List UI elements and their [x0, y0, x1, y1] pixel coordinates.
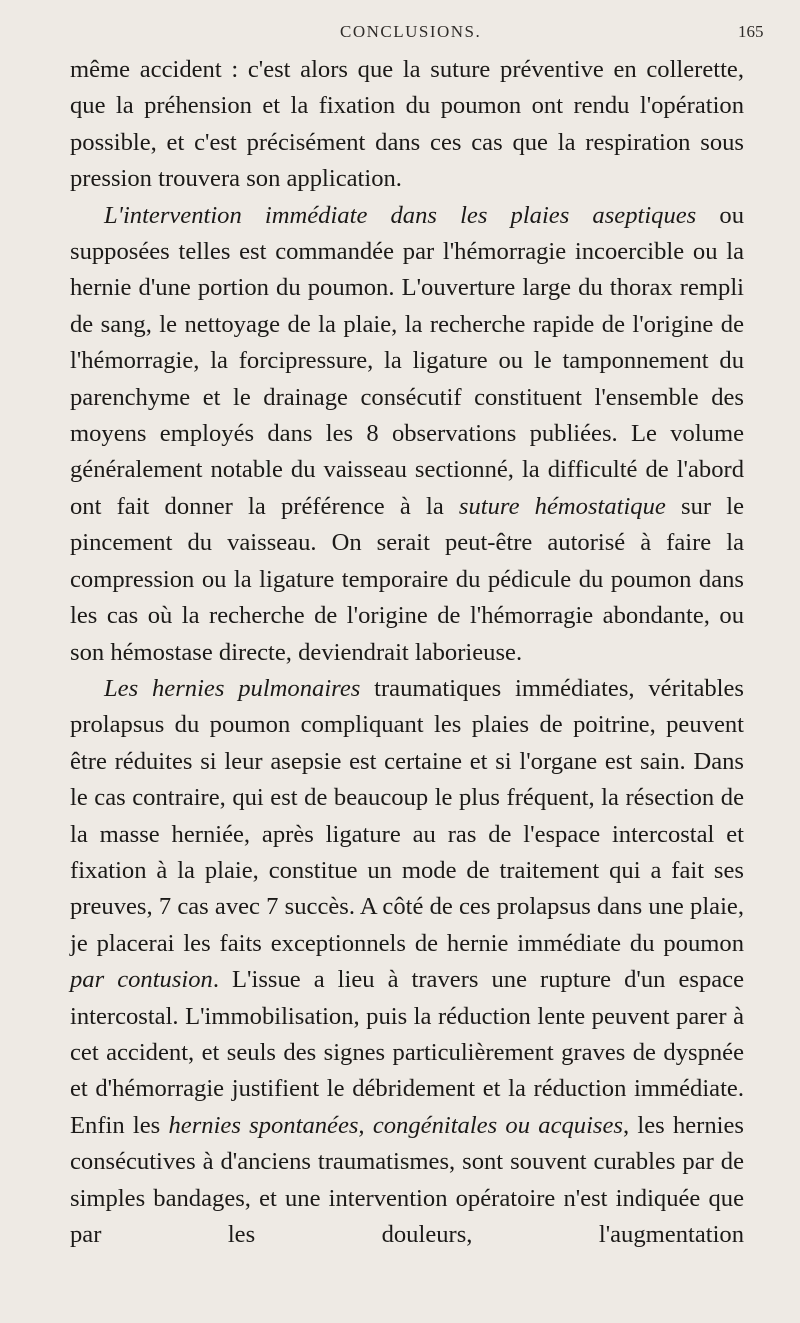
body-text	[70, 52, 744, 1253]
paragraph-3-italic-term-2: hernies spontanées, congénitales ou acquises	[168, 1111, 623, 1139]
paragraph-3	[70, 671, 744, 1254]
page-header	[0, 18, 800, 48]
paragraph-2	[70, 198, 744, 671]
paragraph-2-text-b: sur le pincement du vaisseau. On serait peut-être autorisé à faire la compression ou la ligature temporaire du pédicule du poumon dans les cas où la recherche de l'origine de l'hémorragie abondante, ou son hémostase directe, deviendrait laborieuse.	[70, 492, 744, 666]
paragraph-2-text-a: ou supposées telles est commandée par l'hémorragie incoercible ou la hernie d'une portion du poumon. L'ouverture large du thorax rempli de sang, le nettoyage de la plaie, la recherche rapide de l'origine de l'hémorragie, la forcipressure, la ligature ou le tamponnement du parenchyme et le drainage consécutif constituent l'ensemble des moyens employés dans les 8 observations publiées. Le volume généralement notable du vaisseau sectionné, la difficulté de l'abord ont fait donner la préférence à la	[70, 201, 744, 520]
running-title: CONCLUSIONS.	[340, 22, 482, 41]
paragraph-3-text-b: . L'issue a lieu à travers une rupture d'un espace intercostal. L'immobilisation, puis la réduction lente peuvent parer à cet accident, et seuls des signes particulièrement graves de dyspnée et d'hémorragie justifient le débridement et la réduction immédiate. Enfin les	[70, 966, 744, 1139]
paragraph-3-text-a: traumatiques immédiates, véritables prolapsus du poumon compliquant les plaies de poitrine, peuvent être réduites si leur asepsie est certaine et si l'organe est sain. Dans le cas contraire, qui est de beaucoup le plus fréquent, la résection de la masse herniée, après ligature au ras de l'espace intercostal et fixation à la plaie, constitue un mode de traitement qui a fait ses preuves, 7 cas avec 7 succès. A côté de ces prolapsus dans une plaie, je placerai les faits exceptionnels de hernie immédiate du poumon	[70, 674, 744, 957]
paragraph-3-italic-lead: Les hernies pulmonaires	[104, 674, 361, 702]
paragraph-2-italic-term: suture hémostatique	[458, 492, 666, 520]
paragraph-2-italic-lead: L'intervention immédiate dans les plaies aseptiques	[104, 201, 697, 229]
paragraph-1-text: même accident : c'est alors que la suture préventive en collerette, que la préhension et la fixation du poumon ont rendu l'opération possible, et c'est précisément dans ces cas que la respiration sous pression trouvera son application.	[70, 56, 744, 193]
page-number: 165	[738, 22, 764, 41]
paragraph-3-text-c: , les hernies consécutives à d'anciens traumatismes, sont souvent curables par de simples bandages, et une intervention opératoire n'est indiquée que par les douleurs, l'augmentation	[70, 1111, 744, 1248]
paragraph-1	[70, 52, 744, 198]
paragraph-3-italic-term-1: par contusion	[70, 966, 213, 994]
